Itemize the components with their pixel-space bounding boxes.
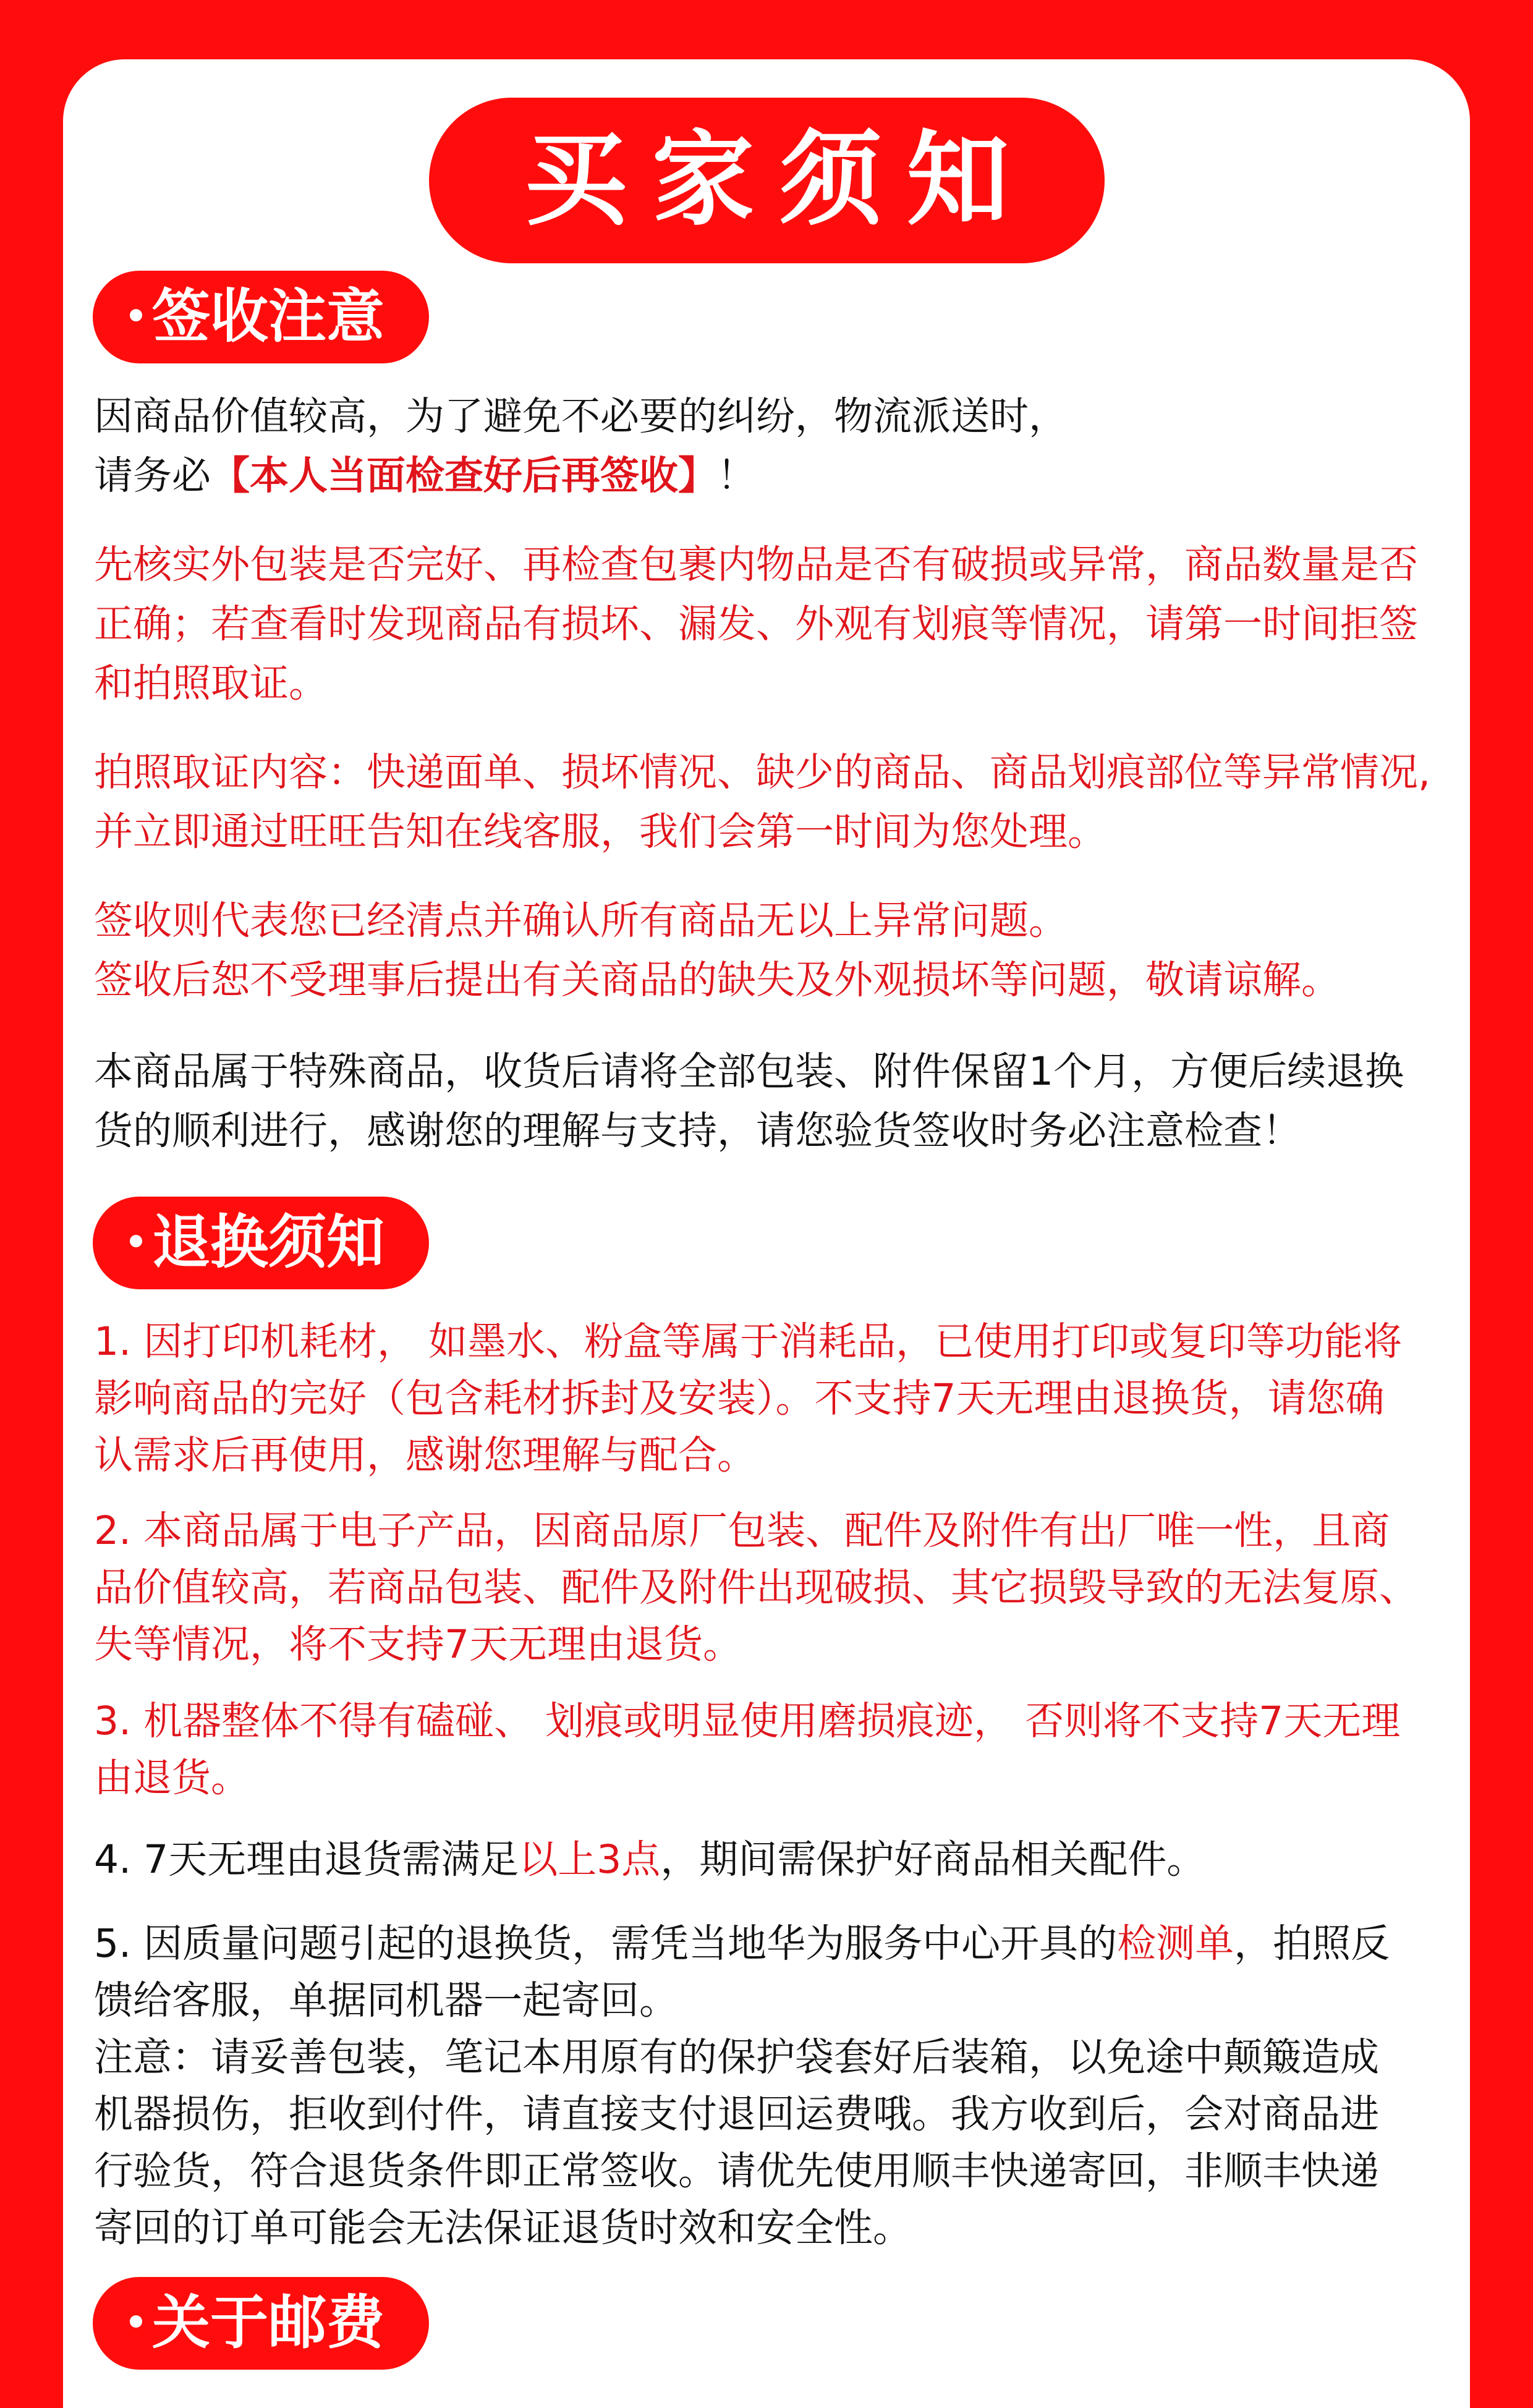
bullet-dot-icon: [130, 309, 142, 321]
return-item-1-line-1: 1. 因打印机耗材， 如墨水、粉盒等属于消耗品，已使用打印或复印等功能将: [94, 1319, 1403, 1364]
sign-confirm-line-1: 签收则代表您已经清点并确认所有商品无以上异常问题。: [94, 898, 1068, 943]
sign-photo-line-1: 拍照取证内容：快递面单、损坏情况、缺少的商品、商品划痕部位等异常情况,: [94, 750, 1431, 795]
sign-photo-line-2: 并立即通过旺旺告知在线客服，我们会第一时间为您处理。: [94, 809, 1106, 854]
return-item-5-line-1: [94, 1916, 1460, 1972]
sign-intro-line-2: [94, 446, 1460, 506]
return-item-2-line-1: 2. 本商品属于电子产品，因商品原厂包装、配件及附件有出厂唯一性，且商: [94, 1508, 1390, 1553]
return-item-1-line-3: 认需求后再使用，感谢您理解与配合。: [94, 1433, 756, 1478]
return-item-5-suffix: ，拍照反: [1234, 1921, 1390, 1966]
return-note-line-4: 寄回的订单可能会无法保证退货时效和安全性。: [94, 2205, 912, 2250]
section-heading-shipping: [93, 2277, 429, 2370]
section-heading-sign: [93, 271, 429, 363]
return-note-line-2: 机器损伤，拒收到付件，请直接支付退回运费哦。我方收到后，会对商品进: [94, 2092, 1379, 2137]
sign-intro-prefix: 请务必: [94, 453, 211, 498]
section-heading-return-label: 退换须知: [152, 1209, 385, 1276]
return-item-4: [94, 1832, 1460, 1888]
return-item-4-highlight: 以上3点: [519, 1837, 661, 1882]
return-item-5-line-2: 馈给客服，单据同机器一起寄回。: [94, 1978, 678, 2023]
bullet-dot-icon: [130, 1235, 142, 1247]
section-heading-sign-label: 签收注意: [152, 283, 385, 350]
section-heading-return: [93, 1197, 429, 1289]
sign-check-line-1: 先核实外包装是否完好、再检查包裹内物品是否有破损或异常，商品数量是否: [94, 542, 1418, 587]
sign-confirm-line-2: 签收后恕不受理事后提出有关商品的缺失及外观损坏等问题，敬请谅解。: [94, 957, 1340, 1003]
return-item-3-line-2: 由退货。: [94, 1755, 250, 1800]
sign-special-line-1: 本商品属于特殊商品，收货后请将全部包装、附件保留1个月，方便后续退换: [94, 1049, 1404, 1094]
sign-intro-highlight: 【本人当面检查好后再签收】: [211, 453, 717, 498]
return-item-5-prefix: 5. 因质量问题引起的退换货，需凭当地华为服务中心开具的: [94, 1921, 1118, 1966]
sign-check-line-2: 正确；若查看时发现商品有损坏、漏发、外观有划痕等情况，请第一时间拒签: [94, 601, 1418, 647]
return-item-1-line-2: 影响商品的完好（包含耗材拆封及安装）。不支持7天无理由退换货，请您确: [94, 1376, 1385, 1421]
notice-card: [63, 59, 1470, 2408]
page-title: 买家须知: [429, 98, 1105, 263]
return-item-3-line-1: 3. 机器整体不得有磕碰、 划痕或明显使用磨损痕迹， 否则将不支持7天无理: [94, 1698, 1401, 1744]
return-note-line-3: 行验货，符合退货条件即正常签收。请优先使用顺丰快递寄回，非顺丰快递: [94, 2148, 1379, 2194]
return-item-4-prefix: 4. 7天无理由退货需满足: [94, 1837, 519, 1882]
sign-check-line-3: 和拍照取证。: [94, 661, 328, 706]
section-heading-shipping-label: 关于邮费: [152, 2289, 385, 2357]
return-item-5-highlight: 检测单: [1117, 1921, 1234, 1966]
return-note-line-1: 注意：请妥善包装，笔记本用原有的保护袋套好后装箱，以免途中颠簸造成: [94, 2035, 1379, 2080]
sign-special-line-2: 货的顺利进行，感谢您的理解与支持，请您验货签收时务必注意检查！: [94, 1108, 1301, 1153]
sign-intro-suffix: ！: [717, 453, 756, 498]
sign-intro-line-1: 因商品价值较高，为了避免不必要的纠纷，物流派送时，: [94, 394, 1068, 439]
return-item-2-line-3: 失等情况，将不支持7天无理由退货。: [94, 1622, 742, 1667]
return-item-2-line-2: 品价值较高，若商品包装、配件及附件出现破损、其它损毁导致的无法复原、: [94, 1565, 1418, 1610]
bullet-dot-icon: [130, 2315, 142, 2328]
return-item-4-suffix: ，期间需保护好商品相关配件。: [660, 1837, 1206, 1882]
